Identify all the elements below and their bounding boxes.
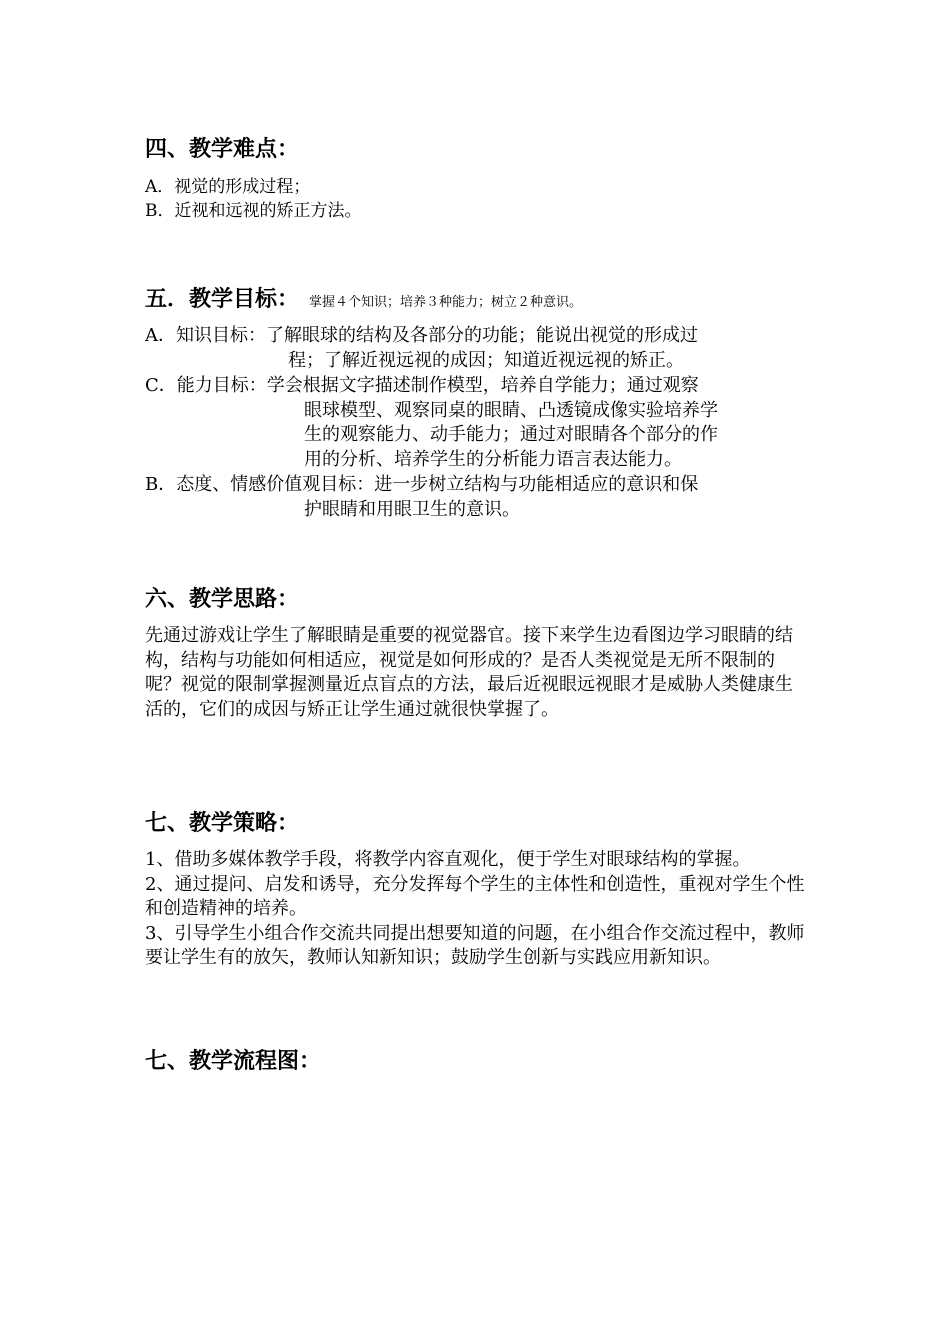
strategy-item: 2、通过提问、启发和诱导，充分发挥每个学生的主体性和创造性，重视对学生个性和创造精神的培养。	[145, 873, 805, 919]
goal-ability	[145, 374, 718, 472]
section-heading-flowchart: 七、教学流程图：	[145, 1049, 322, 1074]
difficulty-item: B．近视和远视的矫正方法。	[145, 201, 362, 221]
approach-paragraph	[145, 624, 810, 722]
section-title: 五．教学目标：	[145, 287, 300, 312]
goal-first-line: A．知识目标：了解眼球的结构及各部分的功能；能说出视觉的形成过	[145, 325, 698, 346]
goal-continuation: 生的观察能力、动手能力；通过对眼睛各个部分的作	[304, 424, 718, 445]
goal-knowledge	[145, 324, 698, 373]
strategy-item: 3、引导学生小组合作交流共同提出想要知道的问题，在小组合作交流过程中，教师要让学生有的放矢，教师认知新知识；鼓励学生创新与实践应用新知识。	[145, 922, 805, 968]
goal-continuation: 用的分析、培养学生的分析能力语言表达能力。	[304, 448, 682, 470]
approach-text: 先通过游戏让学生了解眼睛是重要的视觉器官。接下来学生边看图边学习眼睛的结构，结构与功能如何相适应，视觉是如何形成的？是否人类视觉是无所不限制的呢？视觉的限制掌握测量近点盲点的方法，最后近视眼远视眼才是威胁人类健康生活的，它们的成因与矫正让学生通过就很快掌握了。	[145, 625, 793, 720]
section-heading-difficulties: 四、教学难点：	[145, 137, 300, 162]
objectives-summary-note: 掌握４个知识；培养３种能力；树立２种意识。	[309, 295, 583, 310]
goal-continuation: 眼球模型、观察同桌的眼睛、凸透镜成像实验培养学	[304, 399, 718, 421]
section-heading-objectives	[145, 286, 582, 317]
goal-continuation: 护眼睛和用眼卫生的意识。	[304, 498, 520, 520]
goal-attitude	[145, 473, 698, 522]
goal-continuation: 程；了解近视远视的成因；知道近视远视的矫正。	[288, 349, 684, 371]
goal-first-line: B．态度、情感价值观目标：进一步树立结构与功能相适应的意识和保	[145, 474, 699, 495]
strategies-list	[145, 848, 810, 971]
section-heading-strategies: 七、教学策略：	[145, 811, 300, 836]
goal-first-line: C．能力目标：学会根据文字描述制作模型，培养自学能力；通过观察	[145, 375, 699, 396]
difficulty-item: A．视觉的形成过程；	[145, 177, 311, 197]
section-heading-approach: 六、教学思路：	[145, 587, 300, 612]
strategy-item: 1、借助多媒体教学手段，将教学内容直观化，便于学生对眼球结构的掌握。	[145, 849, 751, 870]
